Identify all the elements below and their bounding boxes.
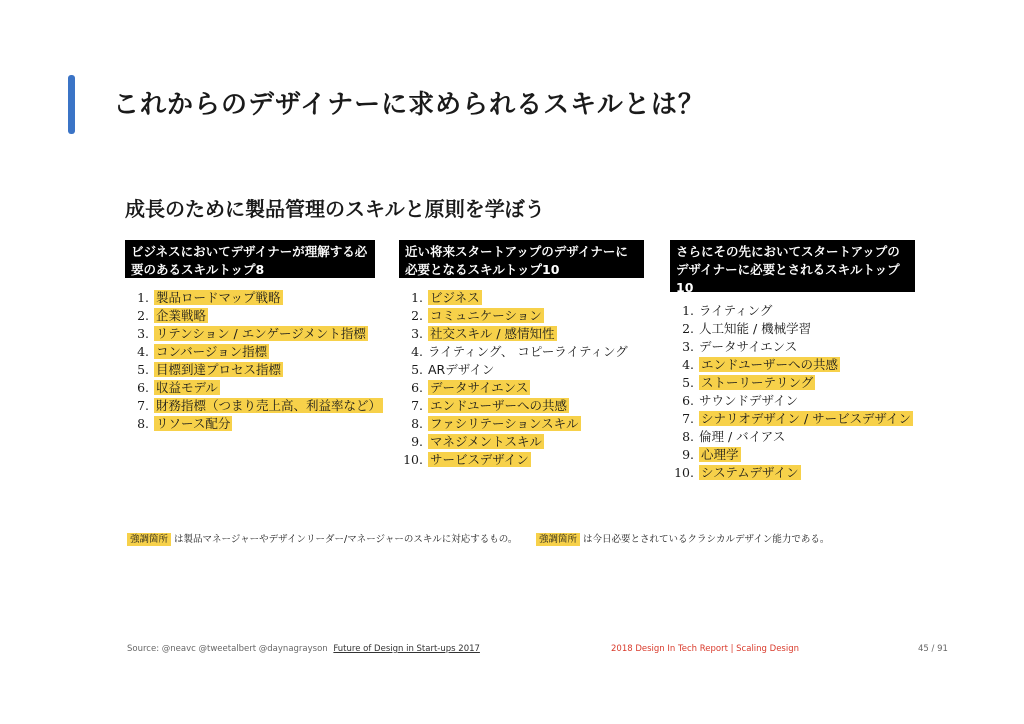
skill-label: エンドユーザーへの共感	[701, 357, 839, 372]
skill-rank: 2.	[682, 321, 694, 336]
skill-rank: 4.	[411, 344, 423, 359]
skill-item	[399, 451, 644, 469]
skill-label: ビジネス	[430, 290, 480, 305]
skill-rank: 8.	[682, 429, 694, 444]
column-header: 近い将来スタートアップのデザイナーに必要となるスキルトップ10	[399, 240, 644, 278]
skill-rank: 3.	[137, 326, 149, 341]
skill-rank: 5.	[682, 375, 694, 390]
skill-rank: 7.	[682, 411, 694, 426]
skill-item	[399, 361, 644, 379]
skill-item	[399, 415, 644, 433]
skill-label: コンバージョン指標	[156, 344, 268, 359]
skills-list	[125, 289, 382, 433]
page-number: 45 / 91	[918, 644, 948, 654]
skill-label: ライティング	[699, 303, 773, 318]
skill-label: サウンドデザイン	[699, 393, 799, 408]
skill-item	[670, 392, 915, 410]
skill-rank: 4.	[682, 357, 694, 372]
skill-label: システムデザイン	[701, 465, 799, 480]
skill-rank: 8.	[137, 416, 149, 431]
skill-rank: 5.	[137, 362, 149, 377]
skill-item	[125, 397, 382, 415]
footer-source	[127, 644, 480, 654]
skill-rank: 6.	[137, 380, 149, 395]
skill-rank: 1.	[682, 303, 694, 318]
skill-label: マネジメントスキル	[430, 434, 542, 449]
skill-rank: 5.	[411, 362, 423, 377]
skill-item	[125, 343, 375, 361]
skill-rank: 9.	[411, 434, 423, 449]
skill-rank: 8.	[411, 416, 423, 431]
page-title: これからのデザイナーに求められるスキルとは？	[113, 90, 705, 120]
skills-column-3	[670, 240, 915, 482]
skill-label: 倫理 / バイアス	[699, 429, 786, 444]
skill-rank: 1.	[137, 290, 149, 305]
legend-highlight-tag: 強調箇所	[127, 533, 171, 546]
skill-label: 心理学	[701, 447, 739, 462]
legend-highlight-tag: 強調箇所	[536, 533, 580, 546]
skills-column-2	[399, 240, 644, 469]
skill-label: ライティング、 コピーライティング	[428, 344, 628, 359]
legend-text: は製品マネージャーやデザインリーダー/マネージャーのスキルに対応するもの。	[174, 534, 518, 545]
skill-rank: 9.	[682, 447, 694, 462]
skill-label: 製品ロードマップ戦略	[156, 290, 281, 305]
skill-rank: 1.	[411, 290, 423, 305]
skill-label: 財務指標（つまり売上高、利益率など）	[156, 398, 382, 413]
skill-rank: 7.	[411, 398, 423, 413]
skill-label: コミュニケーション	[430, 308, 542, 323]
section-title: 成長のために製品管理のスキルと原則を学ぼう	[125, 197, 545, 221]
skills-list	[399, 289, 644, 469]
skill-item	[125, 361, 375, 379]
skill-item	[670, 410, 915, 428]
skill-label: ARデザイン	[428, 362, 495, 377]
skill-rank: 3.	[411, 326, 423, 341]
skill-item	[125, 325, 375, 343]
skill-label: データサイエンス	[430, 380, 529, 395]
skill-item	[125, 379, 375, 397]
skill-item	[125, 415, 375, 433]
skill-item	[399, 397, 644, 415]
source-link[interactable]: Future of Design in Start-ups 2017	[333, 644, 480, 654]
skill-rank: 7.	[137, 398, 149, 413]
column-header: ビジネスにおいてデザイナーが理解する必要のあるスキルトップ8	[125, 240, 375, 278]
skill-item	[670, 464, 915, 482]
skill-item	[125, 307, 375, 325]
skill-label: リテンション / エンゲージメント指標	[156, 326, 366, 341]
skill-item	[670, 374, 915, 392]
skills-column-1	[125, 240, 382, 433]
skill-label: 収益モデル	[156, 380, 218, 395]
skill-item	[399, 307, 644, 325]
skill-item	[670, 446, 915, 464]
skill-item	[399, 433, 644, 451]
skill-rank: 6.	[411, 380, 423, 395]
skill-item	[670, 356, 915, 374]
skill-label: データサイエンス	[699, 339, 798, 354]
title-accent-bar	[68, 75, 75, 134]
legend-note-1	[127, 531, 517, 545]
footer-report-title: 2018 Design In Tech Report | Scaling Design	[611, 644, 799, 654]
legend-text: は今日必要とされているクラシカルデザイン能力である。	[583, 534, 830, 545]
column-header: さらにその先においてスタートアップのデザイナーに必要とされるスキルトップ10	[670, 240, 915, 292]
skill-label: ファシリテーションスキル	[430, 416, 579, 431]
skill-rank: 10.	[403, 452, 423, 467]
skill-label: 目標到達プロセス指標	[156, 362, 282, 377]
skill-label: 企業戦略	[156, 308, 207, 323]
skill-rank: 6.	[682, 393, 694, 408]
skill-label: エンドユーザーへの共感	[430, 398, 568, 413]
skill-label: リソース配分	[156, 416, 231, 431]
skill-rank: 2.	[411, 308, 423, 323]
skills-list	[670, 302, 915, 482]
legend-note-2	[536, 531, 829, 545]
source-text: Source: @neavc @tweetalbert @daynagrayson	[127, 644, 328, 654]
skill-rank: 10.	[674, 465, 694, 480]
skill-rank: 2.	[137, 308, 149, 323]
skill-item	[670, 320, 915, 338]
skill-item	[399, 325, 644, 343]
skill-label: 社交スキル / 感情知性	[430, 326, 555, 341]
skill-item	[399, 379, 644, 397]
skill-item	[670, 302, 915, 320]
skill-item	[670, 338, 915, 356]
skill-rank: 3.	[682, 339, 694, 354]
skill-label: ストーリーテリング	[701, 375, 814, 390]
skill-label: サービスデザイン	[430, 452, 529, 467]
skill-label: シナリオデザイン / サービスデザイン	[701, 411, 912, 426]
skill-label: 人工知能 / 機械学習	[699, 321, 812, 336]
skill-item	[670, 428, 915, 446]
skill-item	[399, 289, 644, 307]
skill-item	[399, 343, 644, 361]
skill-item	[125, 289, 375, 307]
skill-rank: 4.	[137, 344, 149, 359]
